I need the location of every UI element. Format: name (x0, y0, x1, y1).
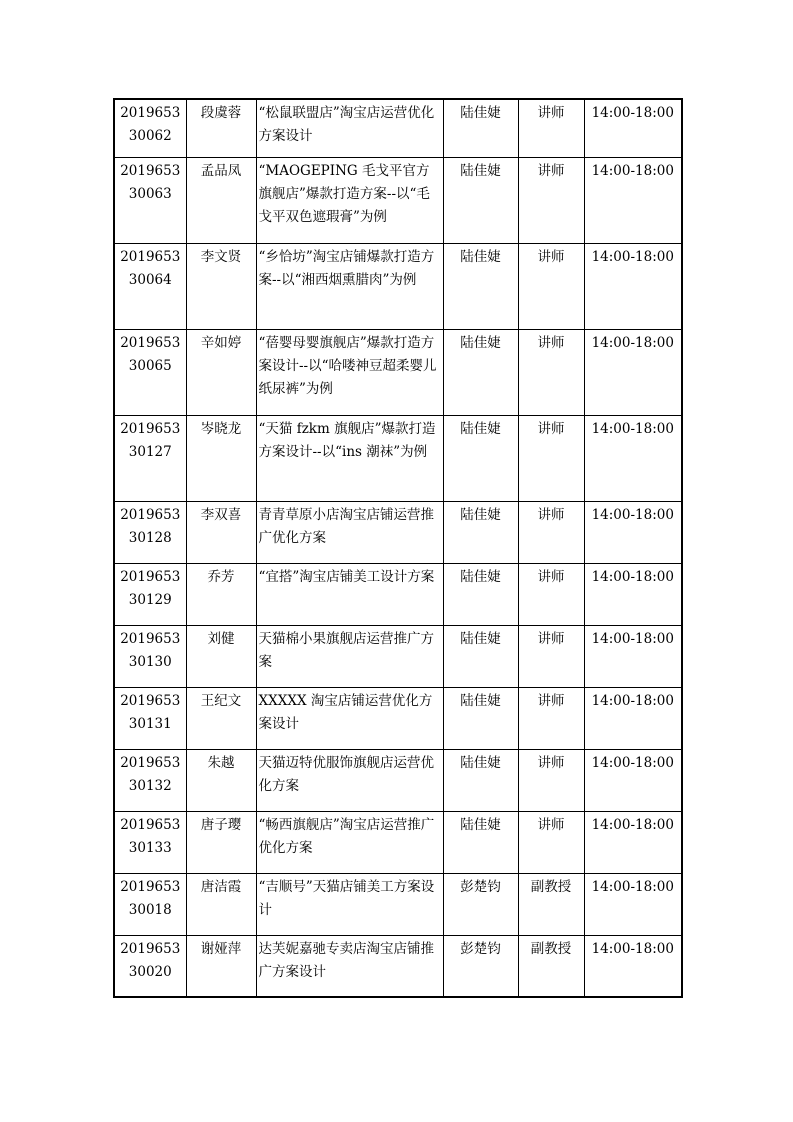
advisor-rank-cell: 讲师 (518, 625, 584, 687)
advisor-rank-cell: 讲师 (518, 563, 584, 625)
student-id-part: 2019653 (120, 334, 181, 351)
time-slot-cell: 14:00-18:00 (584, 563, 682, 625)
student-id-cell (114, 99, 186, 157)
thesis-title-cell: “松鼠联盟店”淘宝店运营优化方案设计 (256, 99, 443, 157)
advisor-rank-cell: 讲师 (518, 501, 584, 563)
student-id-part: 2019653 (120, 568, 181, 585)
table-row (114, 625, 682, 687)
table-row (114, 329, 682, 415)
table-row (114, 563, 682, 625)
time-slot-cell: 14:00-18:00 (584, 749, 682, 811)
student-id-part: 30128 (128, 529, 172, 546)
student-id-part: 2019653 (120, 506, 181, 523)
advisor-cell: 陆佳婕 (443, 687, 518, 749)
thesis-title-cell: “吉顺号”天猫店铺美工方案设计 (256, 873, 443, 935)
time-slot-cell: 14:00-18:00 (584, 935, 682, 997)
student-id-part: 2019653 (120, 878, 181, 895)
time-slot-cell: 14:00-18:00 (584, 687, 682, 749)
student-name-cell: 王纪文 (186, 687, 256, 749)
advisor-cell: 陆佳婕 (443, 329, 518, 415)
student-name-cell: 李双喜 (186, 501, 256, 563)
student-id-part: 30020 (128, 963, 172, 980)
table-row (114, 687, 682, 749)
student-name-cell: 段虞蓉 (186, 99, 256, 157)
advisor-rank-cell: 讲师 (518, 157, 584, 243)
student-id-part: 30063 (128, 185, 172, 202)
table-row (114, 935, 682, 997)
student-id-part: 30064 (128, 271, 172, 288)
student-id-cell (114, 749, 186, 811)
student-name-cell: 李文贤 (186, 243, 256, 329)
student-name-cell: 乔芳 (186, 563, 256, 625)
student-id-cell (114, 873, 186, 935)
advisor-cell: 陆佳婕 (443, 811, 518, 873)
time-slot-cell: 14:00-18:00 (584, 811, 682, 873)
advisor-rank-cell: 讲师 (518, 811, 584, 873)
advisor-cell: 彭楚钧 (443, 935, 518, 997)
student-id-cell (114, 415, 186, 501)
time-slot-cell: 14:00-18:00 (584, 873, 682, 935)
advisor-rank-cell: 讲师 (518, 687, 584, 749)
student-id-part: 30018 (128, 901, 172, 918)
advisor-rank-cell: 讲师 (518, 415, 584, 501)
student-id-cell (114, 329, 186, 415)
student-id-part: 2019653 (120, 105, 181, 121)
student-id-part: 2019653 (120, 630, 181, 647)
student-id-cell (114, 625, 186, 687)
time-slot-cell: 14:00-18:00 (584, 243, 682, 329)
student-id-part: 30062 (128, 128, 172, 144)
table-row (114, 243, 682, 329)
student-id-part: 30129 (128, 591, 172, 608)
table-row (114, 749, 682, 811)
student-id-part: 2019653 (120, 754, 181, 771)
thesis-title-cell: “乡恰坊”淘宝店铺爆款打造方案--以“湘西烟熏腊肉”为例 (256, 243, 443, 329)
time-slot-cell: 14:00-18:00 (584, 501, 682, 563)
table-row (114, 415, 682, 501)
student-id-part: 30127 (128, 443, 172, 460)
advisor-cell: 陆佳婕 (443, 157, 518, 243)
student-id-part: 30131 (128, 715, 172, 732)
advisor-rank-cell: 副教授 (518, 873, 584, 935)
advisor-cell: 陆佳婕 (443, 501, 518, 563)
student-id-cell (114, 935, 186, 997)
thesis-title-cell: “蓓婴母婴旗舰店”爆款打造方案设计--以“哈喽神豆超柔婴儿纸尿裤”为例 (256, 329, 443, 415)
student-name-cell: 孟品凤 (186, 157, 256, 243)
student-id-part: 2019653 (120, 420, 181, 437)
advisor-rank-cell: 讲师 (518, 329, 584, 415)
student-name-cell: 唐子璎 (186, 811, 256, 873)
student-id-part: 30130 (128, 653, 172, 670)
student-id-cell (114, 157, 186, 243)
student-name-cell: 辛如婷 (186, 329, 256, 415)
student-name-cell: 唐洁霞 (186, 873, 256, 935)
student-id-part: 2019653 (120, 692, 181, 709)
student-id-cell (114, 243, 186, 329)
table-row (114, 811, 682, 873)
thesis-title-cell: “天猫 fzkm 旗舰店”爆款打造方案设计--以“ins 潮袜”为例 (256, 415, 443, 501)
advisor-rank-cell: 副教授 (518, 935, 584, 997)
student-name-cell: 刘健 (186, 625, 256, 687)
student-name-cell: 谢娅萍 (186, 935, 256, 997)
advisor-cell: 陆佳婕 (443, 415, 518, 501)
student-id-part: 2019653 (120, 940, 181, 957)
time-slot-cell: 14:00-18:00 (584, 415, 682, 501)
advisor-cell: 陆佳婕 (443, 99, 518, 157)
advisor-rank-cell: 讲师 (518, 749, 584, 811)
table-row (114, 501, 682, 563)
advisor-cell: 陆佳婕 (443, 563, 518, 625)
advisor-cell: 陆佳婕 (443, 749, 518, 811)
student-id-cell (114, 563, 186, 625)
time-slot-cell: 14:00-18:00 (584, 329, 682, 415)
thesis-title-cell: XXXXX 淘宝店铺运营优化方案设计 (256, 687, 443, 749)
table-row (114, 157, 682, 243)
student-id-part: 30065 (128, 357, 172, 374)
time-slot-cell: 14:00-18:00 (584, 99, 682, 157)
student-id-cell (114, 501, 186, 563)
thesis-title-cell: 达芙妮嘉驰专卖店淘宝店铺推广方案设计 (256, 935, 443, 997)
defense-schedule-table (113, 98, 683, 998)
table-body (114, 99, 682, 997)
advisor-rank-cell: 讲师 (518, 99, 584, 157)
thesis-title-cell: “畅西旗舰店”淘宝店运营推广优化方案 (256, 811, 443, 873)
thesis-title-cell: 天猫迈特优服饰旗舰店运营优化方案 (256, 749, 443, 811)
student-id-part: 2019653 (120, 248, 181, 265)
student-name-cell: 岑晓龙 (186, 415, 256, 501)
student-id-part: 2019653 (120, 816, 181, 833)
student-id-cell (114, 687, 186, 749)
table-row (114, 873, 682, 935)
student-id-part: 30132 (128, 777, 172, 794)
advisor-cell: 彭楚钧 (443, 873, 518, 935)
thesis-title-cell: 青青草原小店淘宝店铺运营推广优化方案 (256, 501, 443, 563)
table-row (114, 99, 682, 157)
advisor-cell: 陆佳婕 (443, 625, 518, 687)
student-id-part: 30133 (128, 839, 172, 856)
student-id-part: 2019653 (120, 162, 181, 179)
advisor-rank-cell: 讲师 (518, 243, 584, 329)
advisor-cell: 陆佳婕 (443, 243, 518, 329)
time-slot-cell: 14:00-18:00 (584, 625, 682, 687)
thesis-title-cell: “宜搭”淘宝店铺美工设计方案 (256, 563, 443, 625)
student-id-cell (114, 811, 186, 873)
thesis-title-cell: “MAOGEPING 毛戈平官方旗舰店”爆款打造方案--以“毛戈平双色遮瑕膏”为例 (256, 157, 443, 243)
student-name-cell: 朱越 (186, 749, 256, 811)
thesis-title-cell: 天猫棉小果旗舰店运营推广方案 (256, 625, 443, 687)
time-slot-cell: 14:00-18:00 (584, 157, 682, 243)
